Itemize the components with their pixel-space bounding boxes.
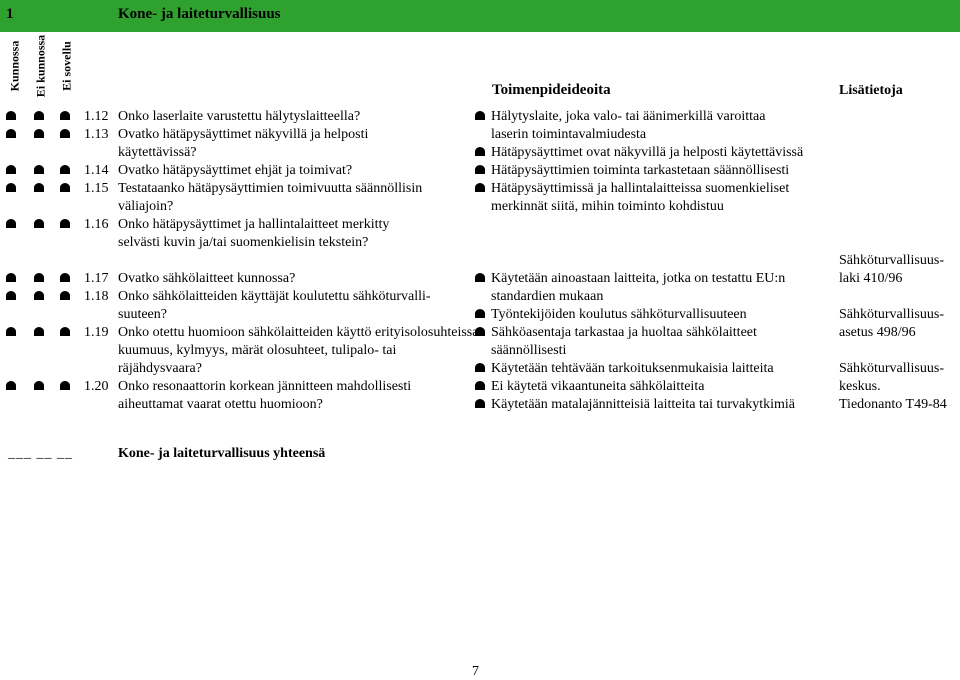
section-title: Kone- ja laiteturvallisuus (118, 6, 281, 22)
question-text: Onko hätäpysäyttimet ja hallintalaitteet merkitty selvästi kuvin ja/tai suomenkielisin tekstein? (118, 217, 390, 250)
action-text: Käytetään matalajännitteisiä laitteita tai turvakytkimiä (491, 397, 795, 412)
action-text: Hätäpysäyttimissä ja hallintalaitteissa suomenkieliset (491, 181, 790, 196)
checkbox-ei-kunnossa[interactable] (34, 288, 44, 306)
question-text: Onko sähkölaitteiden käyttäjät koulutettu sähköturvalli-suuteen? (118, 289, 431, 322)
action-checkbox[interactable] (475, 324, 485, 342)
action-text: Hätäpysäyttimien toiminta tarkastetaan säännöllisesti (491, 163, 790, 178)
column-header-actions: Toimenpideideoita (492, 82, 611, 98)
checkbox-ei-kunnossa[interactable] (34, 378, 44, 396)
action-text: merkinnät siitä, mihin toiminto kohdistuu (491, 199, 724, 214)
question-number: 1.18 (84, 289, 109, 304)
question-number: 1.13 (84, 127, 109, 142)
checkbox-kunnossa[interactable] (6, 378, 16, 396)
info-text: Sähköturvallisuus- (839, 253, 944, 268)
checkbox-ei-kunnossa[interactable] (34, 216, 44, 234)
checkbox-kunnossa[interactable] (6, 324, 16, 342)
info-text: Sähköturvallisuus- (839, 361, 944, 376)
checkbox-ei-kunnossa[interactable] (34, 324, 44, 342)
question-number: 1.17 (84, 271, 109, 286)
action-checkbox[interactable] (475, 162, 485, 180)
question-text: Onko laserlaite varustettu hälytyslaitteella? (118, 109, 361, 124)
checkbox-kunnossa[interactable] (6, 126, 16, 144)
action-checkbox[interactable] (475, 378, 485, 396)
question-number: 1.14 (84, 163, 109, 178)
checkbox-ei-kunnossa[interactable] (34, 162, 44, 180)
action-text: Työntekijöiden koulutus sähköturvallisuuteen (491, 307, 747, 322)
page-number: 7 (472, 664, 479, 679)
question-number: 1.19 (84, 325, 109, 340)
question-number: 1.20 (84, 379, 109, 394)
info-text: Tiedonanto T49-84 (839, 397, 947, 412)
action-text: Hälytyslaite, joka valo- tai äänimerkillä varoittaa (491, 109, 766, 124)
checkbox-kunnossa[interactable] (6, 216, 16, 234)
column-header-info: Lisätietoja (839, 83, 903, 98)
checkbox-ei-kunnossa[interactable] (34, 270, 44, 288)
question-number: 1.12 (84, 109, 109, 124)
checkbox-ei-sovellu[interactable] (60, 288, 70, 306)
action-text: Sähköasentaja tarkastaa ja huoltaa sähkölaitteet (491, 325, 757, 340)
total-score-blanks[interactable]: ___ __ __ (8, 446, 73, 461)
checkbox-ei-sovellu[interactable] (60, 378, 70, 396)
checkbox-ei-sovellu[interactable] (60, 126, 70, 144)
total-label: Kone- ja laiteturvallisuus yhteensä (118, 446, 326, 461)
checkbox-kunnossa[interactable] (6, 270, 16, 288)
info-text: keskus. (839, 379, 881, 394)
checkbox-ei-kunnossa[interactable] (34, 180, 44, 198)
action-text: laserin toimintavalmiudesta (491, 127, 647, 142)
checkbox-ei-sovellu[interactable] (60, 324, 70, 342)
checkbox-kunnossa[interactable] (6, 288, 16, 306)
question-text: Testataanko hätäpysäyttimien toimivuutta säännöllisin väliajoin? (118, 181, 423, 214)
question-number: 1.15 (84, 181, 109, 196)
checkbox-ei-sovellu[interactable] (60, 108, 70, 126)
info-text: Sähköturvallisuus- (839, 307, 944, 322)
checkbox-kunnossa[interactable] (6, 180, 16, 198)
question-number: 1.16 (84, 217, 109, 232)
checkbox-ei-kunnossa[interactable] (34, 126, 44, 144)
action-text: Ei käytetä vikaantuneita sähkölaitteita (491, 379, 705, 394)
action-checkbox[interactable] (475, 396, 485, 414)
action-checkbox[interactable] (475, 270, 485, 288)
action-text: säännöllisesti (491, 343, 567, 358)
info-text: laki 410/96 (839, 271, 903, 286)
action-text: Hätäpysäyttimet ovat näkyvillä ja helposti käytettävissä (491, 145, 804, 160)
section-number: 1 (6, 6, 14, 22)
checkbox-ei-sovellu[interactable] (60, 270, 70, 288)
action-text: Käytetään tehtävään tarkoituksenmukaisia laitteita (491, 361, 774, 376)
action-text: Käytetään ainoastaan laitteita, jotka on testattu EU:n (491, 271, 786, 286)
column-header-kunnossa: Kunnossa (7, 40, 22, 92)
checkbox-ei-sovellu[interactable] (60, 162, 70, 180)
checkbox-ei-sovellu[interactable] (60, 216, 70, 234)
action-checkbox[interactable] (475, 360, 485, 378)
action-text: standardien mukaan (491, 289, 604, 304)
column-header-ei-kunnossa: Ei kunnossa (33, 34, 48, 98)
action-checkbox[interactable] (475, 306, 485, 324)
checkbox-kunnossa[interactable] (6, 108, 16, 126)
question-text: Ovatko hätäpysäyttimet näkyvillä ja helposti käytettävissä? (118, 127, 369, 160)
checkbox-ei-kunnossa[interactable] (34, 108, 44, 126)
info-text: asetus 498/96 (839, 325, 916, 340)
checkbox-ei-sovellu[interactable] (60, 180, 70, 198)
question-text: Ovatko hätäpysäyttimet ehjät ja toimivat? (118, 163, 353, 178)
section-header-bar (0, 0, 960, 32)
action-checkbox[interactable] (475, 144, 485, 162)
question-text: Onko otettu huomioon sähkölaitteiden käyttö erityisolosuhteissa: kuumuus, kylmyys, märät olosuhteet, tulipalo- tai räjähdysvaara? (118, 325, 483, 376)
action-checkbox[interactable] (475, 180, 485, 198)
column-header-ei-sovellu: Ei sovellu (59, 41, 74, 91)
checkbox-kunnossa[interactable] (6, 162, 16, 180)
action-checkbox[interactable] (475, 108, 485, 126)
question-text: Onko resonaattorin korkean jännitteen mahdollisesti aiheuttamat vaarat otettu huomioon? (118, 379, 412, 412)
question-text: Ovatko sähkölaitteet kunnossa? (118, 271, 296, 286)
